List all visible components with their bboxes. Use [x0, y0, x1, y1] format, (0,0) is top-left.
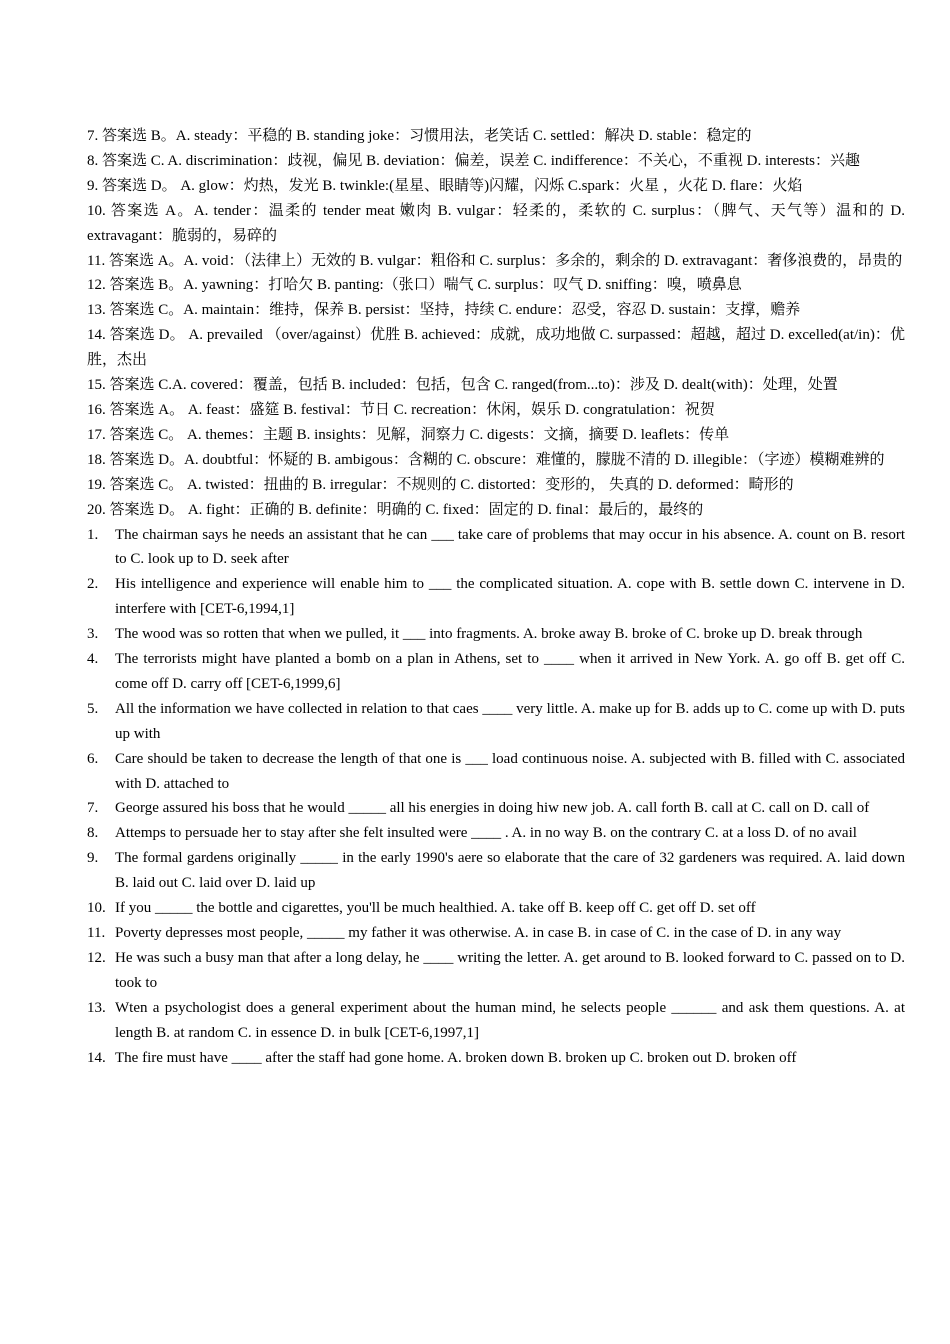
- answer-item: 11. 答案选 A。A. void：（法律上）无效的 B. vulgar：粗俗和 C. surplus：多余的，剩余的 D. extravagant：奢侈浪费的，昂贵的: [87, 252, 903, 269]
- question-number: 13.: [87, 999, 106, 1016]
- question-text: George assured his boss that he would _____ all his energies in doing hiw new job. A. call forth B. call at C. call on D. call of: [115, 800, 870, 817]
- question-number: 10.: [87, 900, 106, 917]
- answer-item: 18. 答案选 D。A. doubtful：怀疑的 B. ambigous：含糊的 C. obscure：难懂的，朦胧不清的 D. illegible：（字迹）模糊难辨的: [87, 451, 885, 468]
- question-item: [87, 523, 905, 573]
- question-item: [87, 896, 905, 921]
- answer-item: 19. 答案选 C。 A. twisted：扭曲的 B. irregular：不规则的 C. distorted：变形的， 失真的 D. deformed：畸形的: [87, 476, 794, 493]
- question-number: 9.: [87, 850, 99, 867]
- question-number: 8.: [87, 825, 99, 842]
- question-text: Attemps to persuade her to stay after she felt insulted were ____ . A. in no way B. on the contrary C. at a loss D. of no avail: [115, 825, 857, 842]
- question-number: 11.: [87, 925, 106, 941]
- question-item: [87, 921, 905, 946]
- answer-item: 15. 答案选 C.A. covered：覆盖，包括 B. included：包括，包含 C. ranged(from...to)：涉及 D. dealt(with)：处理，处置: [87, 377, 838, 394]
- question-text: He was such a busy man that after a long delay, he ____ writing the letter. A. get around to B. looked forward to C. passed on to D. took to: [115, 949, 905, 991]
- question-number: 7.: [87, 800, 99, 817]
- question-number: 14.: [87, 1049, 106, 1066]
- question-item: [87, 647, 905, 697]
- answer-item: 14. 答案选 D。 A. prevailed （over/against）优胜 B. achieved：成就，成功地做 C. surpassed：超越，超过 D. excelled(at/in)：优胜，杰出: [87, 327, 905, 369]
- question-number: 2.: [87, 576, 99, 593]
- answer-item: 13. 答案选 C。A. maintain：维持，保养 B. persist：坚持，持续 C. endure：忍受，容忍 D. sustain：支撑，赡养: [87, 302, 801, 319]
- question-number: 6.: [87, 750, 99, 767]
- question-text: All the information we have collected in relation to that caes ____ very little. A. make up for B. adds up to C. come up with D. puts up with: [115, 700, 905, 742]
- answer-item: 20. 答案选 D。 A. fight：正确的 B. definite：明确的 C. fixed：固定的 D. final：最后的，最终的: [87, 501, 704, 518]
- question-item: [87, 821, 905, 846]
- question-item: [87, 846, 905, 896]
- question-text: Care should be taken to decrease the length of that one is ___ load continuous noise. A. subjected with B. filled with C. associated with D. attached to: [115, 750, 905, 792]
- question-item: [87, 1046, 905, 1071]
- question-item: [87, 622, 905, 647]
- question-item: [87, 747, 905, 797]
- question-number: 5.: [87, 700, 99, 717]
- answer-item: 8. 答案选 C. A. discrimination：歧视，偏见 B. deviation：偏差，误差 C. indifference：不关心，不重视 D. interests：兴趣: [87, 152, 860, 169]
- question-list: [87, 523, 905, 1071]
- question-text: If you _____ the bottle and cigarettes, you'll be much healthied. A. take off B. keep off C. get off D. set off: [115, 900, 756, 917]
- question-text: Poverty depresses most people, _____ my father it was otherwise. A. in case B. in case of C. in the case of D. in any way: [115, 925, 842, 941]
- question-item: [87, 697, 905, 747]
- answer-item: 7. 答案选 B。A. steady：平稳的 B. standing joke：习惯用法，老笑话 C. settled：解决 D. stable：稳定的: [87, 128, 752, 144]
- question-text: The fire must have ____ after the staff had gone home. A. broken down B. broken up C. broken out D. broken off: [115, 1049, 797, 1066]
- answer-item: 16. 答案选 A。 A. feast：盛筵 B. festival：节日 C. recreation：休闲，娱乐 D. congratulation：祝贺: [87, 401, 715, 418]
- question-item: [87, 946, 905, 996]
- question-text: The formal gardens originally _____ in the early 1990's aere so elaborate that the care of 32 gardeners was required. A. laid down B. laid out C. laid over D. laid up: [115, 850, 905, 892]
- question-number: 3.: [87, 626, 99, 643]
- answer-explanations: [87, 124, 905, 523]
- question-number: 1.: [87, 526, 99, 543]
- question-item: [87, 996, 905, 1046]
- answer-item: 12. 答案选 B。A. yawning：打哈欠 B. panting:（张口）喘气 C. surplus：叹气 D. sniffing：嗅，喷鼻息: [87, 277, 742, 294]
- question-text: The chairman says he needs an assistant that he can ___ take care of problems that may occur in his absence. A. count on B. resort to C. look up to D. seek after: [115, 526, 905, 568]
- question-item: [87, 572, 905, 622]
- answer-item: 9. 答案选 D。 A. glow：灼热，发光 B. twinkle:(星星、眼睛等)闪耀，闪烁 C.spark：火星 ，火花 D. flare：火焰: [87, 177, 803, 194]
- question-item: [87, 796, 905, 821]
- answer-item: 17. 答案选 C。 A. themes：主题 B. insights：见解，洞察力 C. digests：文摘，摘要 D. leaflets：传单: [87, 426, 730, 443]
- document-body: [87, 124, 905, 1070]
- answer-item: 10. 答案选 A。A. tender：温柔的 tender meat 嫩肉 B. vulgar：轻柔的，柔软的 C. surplus：（脾气、天气等）温和的 D. extravagant：脆弱的，易碎的: [87, 202, 905, 244]
- question-number: 4.: [87, 651, 99, 668]
- question-text: Wten a psychologist does a general experiment about the human mind, he selects people ______ and ask them questions. A. at length B. at random C. in essence D. in bulk [CET-6,1997,1]: [115, 999, 905, 1041]
- question-number: 12.: [87, 949, 106, 966]
- question-text: The terrorists might have planted a bomb on a plan in Athens, set to ____ when it arrived in New York. A. go off B. get off C. come off D. carry off [CET-6,1999,6]: [115, 651, 905, 692]
- question-text: The wood was so rotten that when we pulled, it ___ into fragments. A. broke away B. broke of C. broke up D. break through: [115, 626, 863, 643]
- question-text: His intelligence and experience will enable him to ___ the complicated situation. A. cope with B. settle down C. intervene in D. interfere with [CET-6,1994,1]: [115, 576, 905, 618]
